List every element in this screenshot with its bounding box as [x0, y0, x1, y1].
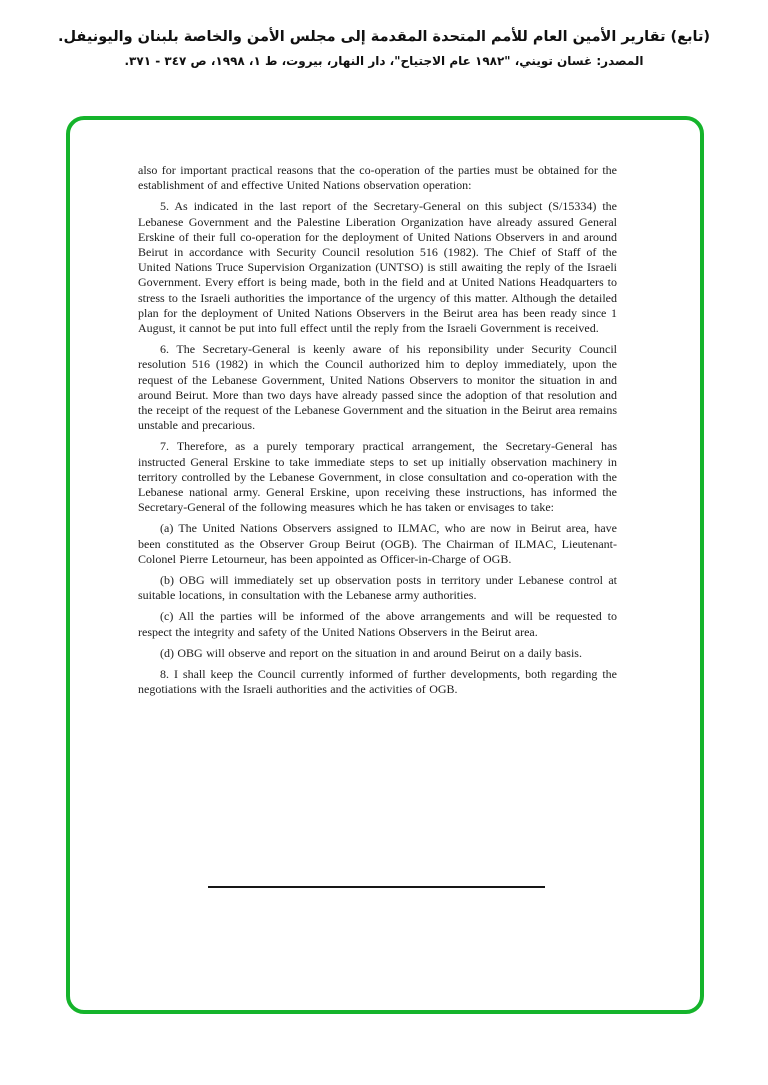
paragraph-8: 8. I shall keep the Council currently informed of further developments, both regarding the negotiations with the Israeli authorities and the activities of OGB.: [138, 667, 617, 697]
header-title-arabic: (تابع) تقارير الأمين العام للأمم المتحدة المقدمة إلى مجلس الأمن والخاصة بلبنان واليونيفل.: [57, 29, 711, 45]
header-source-arabic: المصدر: غسان تويني، "١٩٨٢ عام الاجتياح"، دار النهار، بيروت، ط ١، ١٩٩٨، ص ٣٤٧ - ٣٧١.: [124, 54, 644, 68]
document-header: [0, 26, 768, 71]
document-body: [138, 163, 617, 704]
green-border-frame: [66, 116, 704, 1014]
footer-divider: [208, 886, 545, 888]
paragraph-5: 5. As indicated in the last report of the Secretary-General on this subject (S/15334) the Lebanese Government and the Palestine Liberation Organization have already assured General Erskine of their full co-operation for the deployment of United Nations Observers in and around Beirut in accordance with Security Council resolution 516 (1982). The Chief of Staff of the United Nations Truce Supervision Organization (UNTSO) is still awaiting the reply of the Israeli Government. Every effort is being made, both in the field and at United Nations Headquarters to stress to the Israeli authorities the importance of the urgency of this matter. Although the detailed plan for the deployment of United Nations Observers in the Beirut area has been ready since 1 August, it cannot be put into full effect until the reply from the Israeli Government is received.: [138, 199, 617, 336]
paragraph-c: (c) All the parties will be informed of the above arrangements and will be requested to respect the integrity and safety of the United Nations Observers in the Beirut area.: [138, 609, 617, 639]
paragraph-b: (b) OBG will immediately set up observation posts in territory under Lebanese control at suitable locations, in consultation with the Lebanese army authorities.: [138, 573, 617, 603]
paragraph-7: 7. Therefore, as a purely temporary practical arrangement, the Secretary-General has instructed General Erskine to take immediate steps to set up initially observation machinery in territory controlled by the Lebanese Government, in close consultation and co-operation with the Lebanese national army. General Erskine, upon receiving these instructions, has informed the Secretary-General of the following measures which he has taken or envisages to take:: [138, 439, 617, 515]
paragraph-6: 6. The Secretary-General is keenly aware of his reponsibility under Security Council resolution 516 (1982) in which the Council authorized him to deploy immediately, upon the request of the Lebanese Government, United Nations Observers to monitor the situation in and around Beirut. More than two days have already passed since the adoption of that resolution and the receipt of the request of the Lebanese Government and the situation in the Beirut area remains unstable and precarious.: [138, 342, 617, 433]
paragraph-d: (d) OBG will observe and report on the situation in and around Beirut on a daily basis.: [160, 645, 582, 660]
paragraph-intro: also for important practical reasons that the co-operation of the parties must be obtained for the establishment of and effective United Nations observation operation:: [138, 163, 617, 193]
paragraph-a: (a) The United Nations Observers assigned to ILMAC, who are now in Beirut area, have been constituted as the Observer Group Beirut (OGB). The Chairman of ILMAC, Lieutenant-Colonel Pierre Letourneur, has been appointed as Officer-in-Charge of OGB.: [138, 521, 617, 566]
